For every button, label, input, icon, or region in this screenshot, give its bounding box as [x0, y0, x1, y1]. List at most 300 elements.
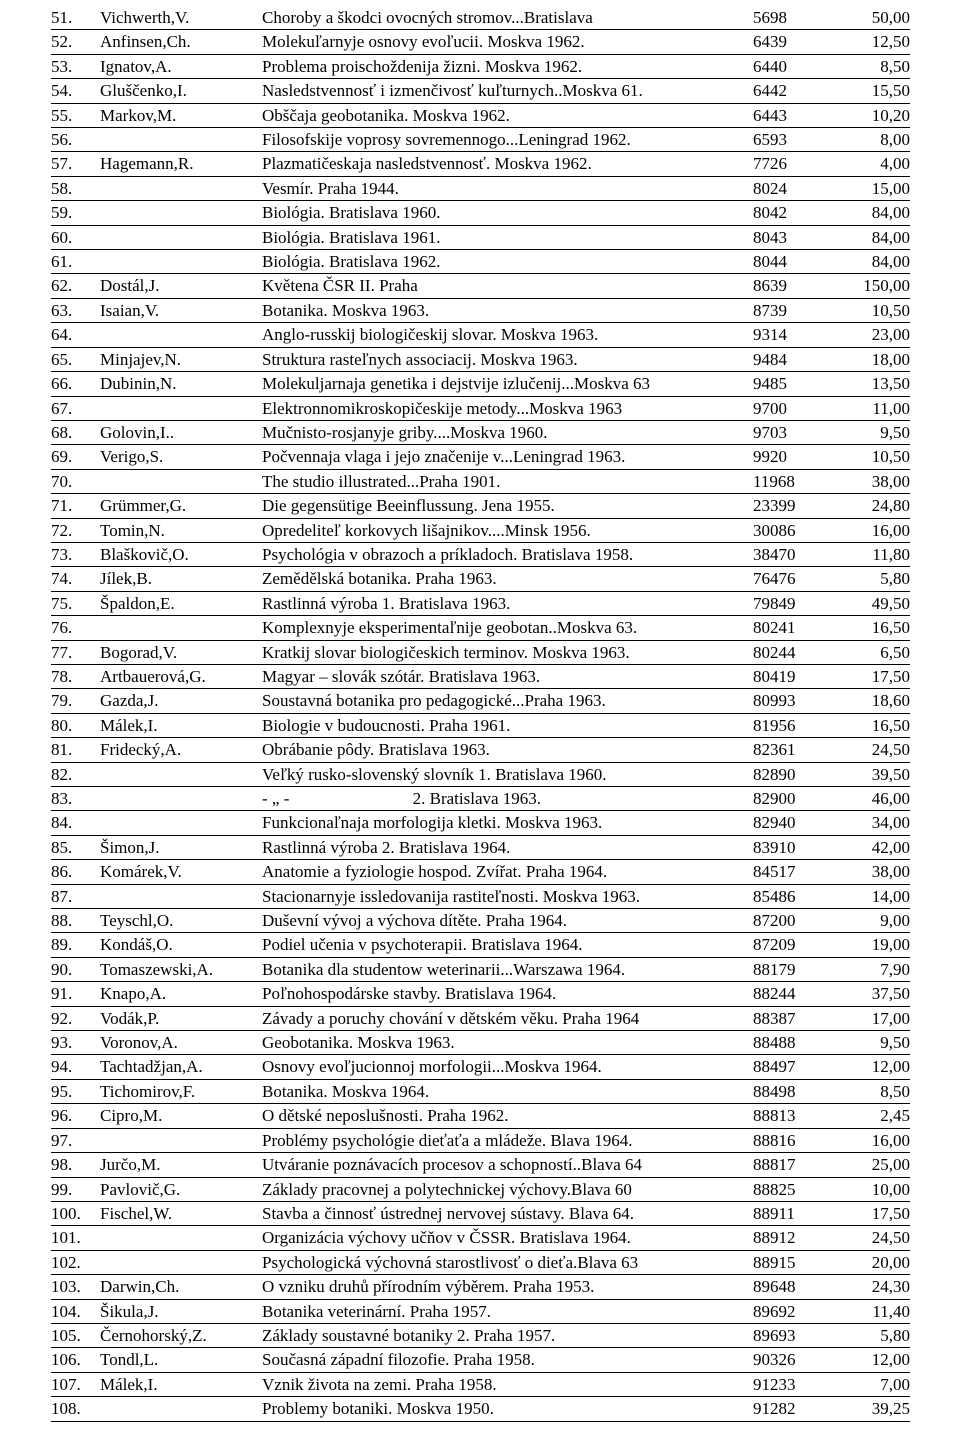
table-row: [51, 396, 910, 420]
entry-number: 56.: [51, 128, 100, 152]
entry-code: 91233: [753, 1372, 855, 1396]
entry-code: 89692: [753, 1299, 855, 1323]
table-row: [51, 1348, 910, 1372]
entry-price: 16,50: [855, 713, 910, 737]
table-row: [51, 347, 910, 371]
entry-price: 24,50: [855, 738, 910, 762]
entry-title: Základy soustavné botaniky 2. Praha 1957.: [262, 1323, 753, 1347]
entry-title: Kratkij slovar biologičeskich terminov. Moskva 1963.: [262, 640, 753, 664]
entry-number: 96.: [51, 1104, 100, 1128]
table-row: [51, 6, 910, 30]
entry-title: Psychologická výchovná starostlivosť o dieťa.Blava 63: [262, 1250, 753, 1274]
entry-title: Květena ČSR II. Praha: [262, 274, 753, 298]
entry-title: Botanika veterinární. Praha 1957.: [262, 1299, 753, 1323]
entry-price: 49,50: [855, 591, 910, 615]
table-row: [51, 201, 910, 225]
entry-code: 9700: [753, 396, 855, 420]
entry-price: 10,50: [855, 445, 910, 469]
entry-title: Funkcionaľnaja morfologija kletki. Moskva 1963.: [262, 811, 753, 835]
entry-title: Veľký rusko-slovenský slovník 1. Bratislava 1960.: [262, 762, 753, 786]
table-row: [51, 787, 910, 811]
entry-title: Utváranie poznávacích procesov a schopností..Blava 64: [262, 1153, 753, 1177]
entry-price: 5,80: [855, 567, 910, 591]
entry-author: [100, 176, 262, 200]
entry-title: Obrábanie pôdy. Bratislava 1963.: [262, 738, 753, 762]
entry-author: Golovin,I..: [100, 420, 262, 444]
entry-author: [100, 225, 262, 249]
entry-title: The studio illustrated...Praha 1901.: [262, 469, 753, 493]
entry-author: Fridecký,A.: [100, 738, 262, 762]
entry-title: Filosofskije voprosy sovremennogo...Leningrad 1962.: [262, 128, 753, 152]
table-row: [51, 1372, 910, 1396]
entry-code: 8024: [753, 176, 855, 200]
entry-number: 66.: [51, 372, 100, 396]
entry-price: 5,80: [855, 1323, 910, 1347]
entry-author: [100, 1226, 262, 1250]
entry-number: 72.: [51, 518, 100, 542]
entry-code: 79849: [753, 591, 855, 615]
entry-code: 91282: [753, 1397, 855, 1421]
table-row: [51, 909, 910, 933]
entry-number: 79.: [51, 689, 100, 713]
entry-number: 73.: [51, 542, 100, 566]
entry-title: Die gegensütige Beeinflussung. Jena 1955.: [262, 494, 753, 518]
entry-title: Biológia. Bratislava 1962.: [262, 250, 753, 274]
entry-title: Podiel učenia v psychoterapii. Bratislava 1964.: [262, 933, 753, 957]
entry-title: Osnovy evoľjucionnoj morfologii...Moskva 1964.: [262, 1055, 753, 1079]
entry-author: Málek,I.: [100, 713, 262, 737]
table-row: [51, 664, 910, 688]
table-row: [51, 1201, 910, 1225]
table-row: [51, 542, 910, 566]
table-row: [51, 1055, 910, 1079]
entry-number: 83.: [51, 787, 100, 811]
table-row: [51, 1275, 910, 1299]
entry-author: Komárek,V.: [100, 860, 262, 884]
entry-number: 78.: [51, 664, 100, 688]
entry-title: Počvennaja vlaga i jejo značenije v...Leningrad 1963.: [262, 445, 753, 469]
table-row: [51, 1323, 910, 1347]
table-row: [51, 250, 910, 274]
entry-number: 102.: [51, 1250, 100, 1274]
entry-title: Stacionarnyje issledovanija rastiteľnosti. Moskva 1963.: [262, 884, 753, 908]
entry-price: 11,80: [855, 542, 910, 566]
entry-title: Duševní vývoj a výchova dítěte. Praha 1964.: [262, 909, 753, 933]
table-row: [51, 1226, 910, 1250]
book-list-table: [51, 6, 910, 1422]
entry-price: 6,50: [855, 640, 910, 664]
entry-number: 105.: [51, 1323, 100, 1347]
entry-number: 101.: [51, 1226, 100, 1250]
entry-price: 84,00: [855, 250, 910, 274]
entry-code: 80244: [753, 640, 855, 664]
entry-title: Anglo-russkij biologičeskij slovar. Moskva 1963.: [262, 323, 753, 347]
entry-author: [100, 128, 262, 152]
entry-code: 8739: [753, 298, 855, 322]
entry-title: Molekuľarnyje osnovy evoľucii. Moskva 1962.: [262, 30, 753, 54]
entry-price: 11,40: [855, 1299, 910, 1323]
table-row: [51, 591, 910, 615]
entry-number: 75.: [51, 591, 100, 615]
entry-title: Problemy botaniki. Moskva 1950.: [262, 1397, 753, 1421]
entry-author: Jurčo,M.: [100, 1153, 262, 1177]
table-row: [51, 1031, 910, 1055]
entry-code: 6442: [753, 79, 855, 103]
entry-price: 34,00: [855, 811, 910, 835]
entry-code: 83910: [753, 835, 855, 859]
entry-code: 9484: [753, 347, 855, 371]
entry-author: Tachtadžjan,A.: [100, 1055, 262, 1079]
entry-price: 19,00: [855, 933, 910, 957]
entry-code: 88497: [753, 1055, 855, 1079]
table-row: [51, 762, 910, 786]
entry-price: 24,80: [855, 494, 910, 518]
entry-price: 38,00: [855, 469, 910, 493]
entry-price: 9,50: [855, 1031, 910, 1055]
entry-price: 12,50: [855, 30, 910, 54]
table-row: [51, 518, 910, 542]
entry-title: Současná západní filozofie. Praha 1958.: [262, 1348, 753, 1372]
table-row: [51, 738, 910, 762]
table-row: [51, 811, 910, 835]
entry-code: 76476: [753, 567, 855, 591]
table-row: [51, 372, 910, 396]
entry-title: O dětské neposlušnosti. Praha 1962.: [262, 1104, 753, 1128]
entry-price: 23,00: [855, 323, 910, 347]
entry-price: 84,00: [855, 201, 910, 225]
entry-author: Šimon,J.: [100, 835, 262, 859]
entry-author: [100, 1397, 262, 1421]
table-row: [51, 79, 910, 103]
table-row: [51, 445, 910, 469]
entry-code: 9703: [753, 420, 855, 444]
table-row: [51, 176, 910, 200]
entry-number: 108.: [51, 1397, 100, 1421]
entry-author: Hagemann,R.: [100, 152, 262, 176]
entry-author: [100, 396, 262, 420]
entry-price: 24,30: [855, 1275, 910, 1299]
entry-number: 57.: [51, 152, 100, 176]
entry-code: 88816: [753, 1128, 855, 1152]
entry-number: 98.: [51, 1153, 100, 1177]
entry-price: 17,50: [855, 664, 910, 688]
entry-price: 11,00: [855, 396, 910, 420]
table-row: [51, 1079, 910, 1103]
entry-author: Gazda,J.: [100, 689, 262, 713]
entry-title: Rastlinná výroba 2. Bratislava 1964.: [262, 835, 753, 859]
entry-number: 68.: [51, 420, 100, 444]
entry-author: Pavlovič,G.: [100, 1177, 262, 1201]
entry-author: [100, 1128, 262, 1152]
table-row: [51, 567, 910, 591]
entry-price: 10,00: [855, 1177, 910, 1201]
entry-code: 88912: [753, 1226, 855, 1250]
entry-number: 74.: [51, 567, 100, 591]
entry-price: 14,00: [855, 884, 910, 908]
entry-number: 60.: [51, 225, 100, 249]
entry-title: Struktura rasteľnych associacij. Moskva 1963.: [262, 347, 753, 371]
entry-number: 104.: [51, 1299, 100, 1323]
entry-code: 8044: [753, 250, 855, 274]
entry-number: 99.: [51, 1177, 100, 1201]
entry-author: Vodák,P.: [100, 1006, 262, 1030]
entry-code: 82940: [753, 811, 855, 835]
entry-title: Plazmatičeskaja nasledstvennosť. Moskva 1962.: [262, 152, 753, 176]
entry-number: 95.: [51, 1079, 100, 1103]
entry-price: 42,00: [855, 835, 910, 859]
entry-title: Biologie v budoucnosti. Praha 1961.: [262, 713, 753, 737]
entry-title: O vzniku druhů přírodním výběrem. Praha 1953.: [262, 1275, 753, 1299]
entry-price: 84,00: [855, 225, 910, 249]
entry-number: 53.: [51, 54, 100, 78]
entry-number: 71.: [51, 494, 100, 518]
entry-code: 8042: [753, 201, 855, 225]
entry-author: Isaian,V.: [100, 298, 262, 322]
entry-number: 106.: [51, 1348, 100, 1372]
entry-code: 88488: [753, 1031, 855, 1055]
entry-price: 16,00: [855, 518, 910, 542]
entry-author: Špaldon,E.: [100, 591, 262, 615]
entry-number: 54.: [51, 79, 100, 103]
entry-code: 88825: [753, 1177, 855, 1201]
entry-price: 20,00: [855, 1250, 910, 1274]
entry-number: 59.: [51, 201, 100, 225]
entry-code: 6593: [753, 128, 855, 152]
entry-code: 6439: [753, 30, 855, 54]
entry-title: Opredeliteľ korkovych lišajnikov....Minsk 1956.: [262, 518, 753, 542]
entry-number: 82.: [51, 762, 100, 786]
entry-code: 7726: [753, 152, 855, 176]
entry-author: [100, 616, 262, 640]
entry-title: Botanika. Moskva 1963.: [262, 298, 753, 322]
entry-author: Ignatov,A.: [100, 54, 262, 78]
entry-author: Teyschl,O.: [100, 909, 262, 933]
entry-price: 9,00: [855, 909, 910, 933]
entry-number: 55.: [51, 103, 100, 127]
entry-price: 15,00: [855, 176, 910, 200]
table-row: [51, 298, 910, 322]
entry-code: 82361: [753, 738, 855, 762]
entry-number: 58.: [51, 176, 100, 200]
entry-author: Blaškovič,O.: [100, 542, 262, 566]
entry-price: 18,00: [855, 347, 910, 371]
table-row: [51, 30, 910, 54]
entry-price: 10,20: [855, 103, 910, 127]
entry-price: 24,50: [855, 1226, 910, 1250]
entry-title: Magyar – slovák szótár. Bratislava 1963.: [262, 664, 753, 688]
entry-code: 23399: [753, 494, 855, 518]
entry-price: 39,50: [855, 762, 910, 786]
table-row: [51, 835, 910, 859]
entry-code: 8639: [753, 274, 855, 298]
entry-code: 80993: [753, 689, 855, 713]
entry-author: Vichwerth,V.: [100, 6, 262, 30]
entry-author: [100, 201, 262, 225]
table-row: [51, 616, 910, 640]
entry-number: 65.: [51, 347, 100, 371]
entry-number: 86.: [51, 860, 100, 884]
entry-code: 38470: [753, 542, 855, 566]
table-row: [51, 689, 910, 713]
entry-price: 4,00: [855, 152, 910, 176]
entry-code: 88179: [753, 957, 855, 981]
entry-code: 87200: [753, 909, 855, 933]
entry-author: [100, 250, 262, 274]
entry-number: 84.: [51, 811, 100, 835]
entry-author: Kondáš,O.: [100, 933, 262, 957]
entry-title: Zemědělská botanika. Praha 1963.: [262, 567, 753, 591]
entry-number: 97.: [51, 1128, 100, 1152]
entry-code: 5698: [753, 6, 855, 30]
entry-author: Verigo,S.: [100, 445, 262, 469]
entry-code: 9314: [753, 323, 855, 347]
entry-title: Závady a poruchy chování v dětském věku. Praha 1964: [262, 1006, 753, 1030]
table-row: [51, 225, 910, 249]
entry-author: Markov,M.: [100, 103, 262, 127]
entry-author: Anfinsen,Ch.: [100, 30, 262, 54]
entry-code: 9920: [753, 445, 855, 469]
entry-price: 8,00: [855, 128, 910, 152]
table-row: [51, 933, 910, 957]
entry-author: [100, 469, 262, 493]
entry-author: [100, 1250, 262, 1274]
entry-number: 107.: [51, 1372, 100, 1396]
entry-author: Artbauerová,G.: [100, 664, 262, 688]
entry-title: Základy pracovnej a polytechnickej výchovy.Blava 60: [262, 1177, 753, 1201]
entry-number: 77.: [51, 640, 100, 664]
entry-author: [100, 762, 262, 786]
entry-price: 17,50: [855, 1201, 910, 1225]
entry-number: 81.: [51, 738, 100, 762]
table-row: [51, 128, 910, 152]
entry-author: Dostál,J.: [100, 274, 262, 298]
entry-number: 89.: [51, 933, 100, 957]
entry-title: Biológia. Bratislava 1961.: [262, 225, 753, 249]
entry-number: 93.: [51, 1031, 100, 1055]
entry-code: 89693: [753, 1323, 855, 1347]
table-row: [51, 494, 910, 518]
entry-number: 94.: [51, 1055, 100, 1079]
entry-number: 88.: [51, 909, 100, 933]
entry-author: Bogorad,V.: [100, 640, 262, 664]
entry-author: Dubinin,N.: [100, 372, 262, 396]
entry-author: [100, 787, 262, 811]
table-row: [51, 957, 910, 981]
table-row: [51, 860, 910, 884]
entry-author: Šikula,J.: [100, 1299, 262, 1323]
entry-title: Poľnohospodárske stavby. Bratislava 1964.: [262, 982, 753, 1006]
entry-author: Fischel,W.: [100, 1201, 262, 1225]
entry-title: Choroby a škodci ovocných stromov...Bratislava: [262, 6, 753, 30]
entry-author: Černohorský,Z.: [100, 1323, 262, 1347]
entry-number: 67.: [51, 396, 100, 420]
entry-number: 70.: [51, 469, 100, 493]
entry-title: Soustavná botanika pro pedagogické...Praha 1963.: [262, 689, 753, 713]
entry-title: - „ - 2. Bratislava 1963.: [262, 787, 753, 811]
entry-number: 63.: [51, 298, 100, 322]
entry-number: 103.: [51, 1275, 100, 1299]
entry-title: Nasledstvennosť i izmenčivosť kuľturnych..Moskva 61.: [262, 79, 753, 103]
table-row: [51, 1128, 910, 1152]
entry-title: Anatomie a fyziologie hospod. Zvířat. Praha 1964.: [262, 860, 753, 884]
entry-code: 90326: [753, 1348, 855, 1372]
entry-price: 15,50: [855, 79, 910, 103]
entry-title: Problema proischoždenija žizni. Moskva 1962.: [262, 54, 753, 78]
entry-code: 84517: [753, 860, 855, 884]
entry-title: Komplexnyje eksperimentaľnije geobotan..Moskva 63.: [262, 616, 753, 640]
entry-number: 76.: [51, 616, 100, 640]
table-row: [51, 713, 910, 737]
entry-author: Minjajev,N.: [100, 347, 262, 371]
entry-code: 81956: [753, 713, 855, 737]
entry-code: 8043: [753, 225, 855, 249]
entry-price: 10,50: [855, 298, 910, 322]
entry-number: 87.: [51, 884, 100, 908]
table-row: [51, 152, 910, 176]
table-row: [51, 640, 910, 664]
table-row: [51, 469, 910, 493]
entry-code: 6440: [753, 54, 855, 78]
entry-title: Psychológia v obrazoch a príkladoch. Bratislava 1958.: [262, 542, 753, 566]
entry-price: 7,00: [855, 1372, 910, 1396]
entry-price: 39,25: [855, 1397, 910, 1421]
entry-title: Elektronnomikroskopičeskije metody...Moskva 1963: [262, 396, 753, 420]
entry-price: 16,00: [855, 1128, 910, 1152]
entry-title: Vznik života na zemi. Praha 1958.: [262, 1372, 753, 1396]
entry-title: Organizácia výchovy učňov v ČSSR. Bratislava 1964.: [262, 1226, 753, 1250]
entry-author: Tomin,N.: [100, 518, 262, 542]
entry-price: 18,60: [855, 689, 910, 713]
book-list-body: [51, 6, 910, 1421]
entry-author: Jílek,B.: [100, 567, 262, 591]
table-row: [51, 274, 910, 298]
entry-price: 38,00: [855, 860, 910, 884]
table-row: [51, 323, 910, 347]
entry-author: Darwin,Ch.: [100, 1275, 262, 1299]
entry-price: 9,50: [855, 420, 910, 444]
entry-number: 85.: [51, 835, 100, 859]
entry-code: 87209: [753, 933, 855, 957]
entry-title: Stavba a činnosť ústrednej nervovej sústavy. Blava 64.: [262, 1201, 753, 1225]
entry-price: 12,00: [855, 1348, 910, 1372]
entry-author: Tomaszewski,A.: [100, 957, 262, 981]
entry-author: [100, 323, 262, 347]
entry-author: Knapo,A.: [100, 982, 262, 1006]
entry-code: 89648: [753, 1275, 855, 1299]
entry-code: 88813: [753, 1104, 855, 1128]
entry-number: 91.: [51, 982, 100, 1006]
entry-code: 30086: [753, 518, 855, 542]
entry-title: Geobotanika. Moskva 1963.: [262, 1031, 753, 1055]
entry-number: 92.: [51, 1006, 100, 1030]
table-row: [51, 1250, 910, 1274]
entry-price: 16,50: [855, 616, 910, 640]
entry-code: 88915: [753, 1250, 855, 1274]
entry-code: 88817: [753, 1153, 855, 1177]
table-row: [51, 1299, 910, 1323]
entry-price: 2,45: [855, 1104, 910, 1128]
entry-code: 82900: [753, 787, 855, 811]
entry-price: 8,50: [855, 54, 910, 78]
entry-price: 13,50: [855, 372, 910, 396]
entry-code: 11968: [753, 469, 855, 493]
entry-code: 82890: [753, 762, 855, 786]
entry-title: Problémy psychológie dieťaťa a mládeže. Blava 1964.: [262, 1128, 753, 1152]
entry-title: Biológia. Bratislava 1960.: [262, 201, 753, 225]
entry-number: 52.: [51, 30, 100, 54]
entry-title: Vesmír. Praha 1944.: [262, 176, 753, 200]
entry-author: Grümmer,G.: [100, 494, 262, 518]
